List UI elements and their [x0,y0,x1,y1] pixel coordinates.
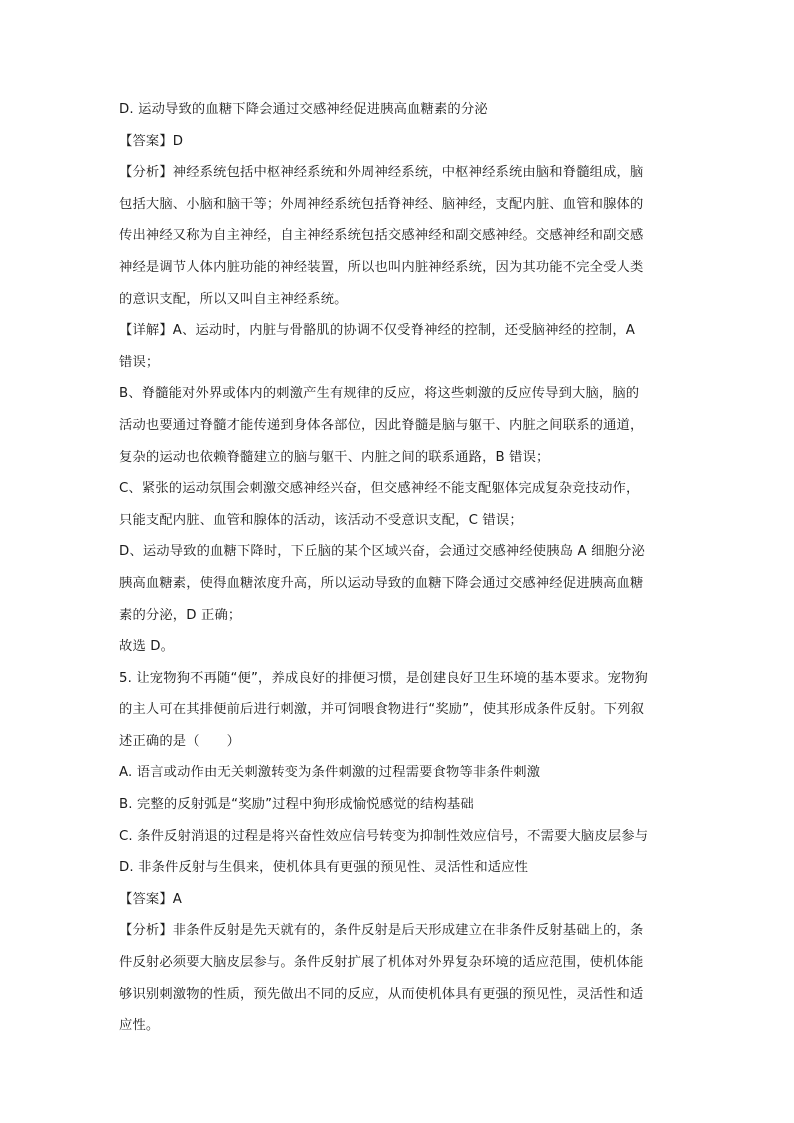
q5-option-c: C. 条件反射消退的过程是将兴奋性效应信号转变为抑制性效应信号，不需要大脑皮层参与 [119,828,649,844]
q4-detail-d-line: 素的分泌，D 正确； [119,607,242,623]
q4-detail-d [119,542,679,637]
q4-detail-b-line: 活动也要通过脊髓才能传递到身体各部位，因此脊髓是脑与躯干、内脏之间联系的通道， [119,417,644,433]
q4-analysis-line: 的意识支配，所以又叫自主神经系统。 [119,291,348,307]
q4-detail-a-line: 错误； [119,354,160,370]
q5-option-d: D. 非条件反射与生俱来，使机体具有更强的预见性、灵活性和适应性 [119,860,529,876]
q4-detail-c-line: 只能支配内脏、血管和腺体的活动，该活动不受意识支配，C 错误； [119,512,523,528]
q4-answer: 【答案】D [119,133,184,149]
q4-analysis-line: 传出神经又称为自主神经，自主神经系统包括交感神经和副交感神经。交感神经和副交感 [119,228,644,244]
q4-detail-c-line: C、紧张的运动氛围会刺激交感神经兴奋，但交感神经不能支配躯体完成复杂竞技动作， [119,481,640,497]
q4-analysis-line: 神经是调节人体内脏功能的神经装置，所以也叫内脏神经系统，因为其功能不完全受人类 [119,259,644,275]
q5-stem-line: 的主人可在其排便前后进行刺激，并可饲喂食物进行“奖励”，使其形成条件反射。下列叙 [119,702,645,718]
q4-detail-a-line: 【详解】A、运动时，内脏与骨骼肌的协调不仅受脊神经的控制，还受脑神经的控制，A [119,323,636,339]
q4-conclusion: 故选 D。 [119,639,175,655]
q4-detail-c [119,479,679,542]
q4-analysis-line: 【分析】神经系统包括中枢神经系统和外周神经系统，中枢神经系统由脑和脊髓组成，脑 [119,165,644,181]
q5-stem [119,669,679,764]
q5-analysis-line: 【分析】非条件反射是先天就有的，条件反射是后天形成建立在非条件反射基础上的，条 [119,923,644,939]
q5-analysis [119,921,679,1036]
q4-option-d: D. 运动导致的血糖下降会通过交感神经促进胰高血糖素的分泌 [119,102,488,117]
q4-detail-d-line: 胰高血糖素，使得血糖浓度升高，所以运动导致的血糖下降会通过交感神经促进胰高血糖 [119,575,644,591]
q5-option-b: B. 完整的反射弧是“奖励”过程中狗形成愉悦感觉的结构基础 [119,797,474,813]
q5-stem-line: 5. 让宠物狗不再随“便”，养成良好的排便习惯，是创建良好卫生环境的基本要求。宠物狗 [119,670,648,686]
q5-analysis-line: 够识别刺激物的性质，预先做出不同的反应，从而使机体具有更强的预见性，灵活性和适 [119,986,644,1002]
q5-option-a: A. 语言或动作由无关刺激转变为条件刺激的过程需要食物等非条件刺激 [119,765,541,781]
q5-analysis-line: 件反射必须要大脑皮层参与。条件反射扩展了机体对外界复杂环境的适应范围，使机体能 [119,955,644,971]
q4-detail-a [119,321,679,384]
q4-detail-b [119,384,679,479]
q4-detail-d-line: D、运动导致的血糖下降时，下丘脑的某个区域兴奋，会通过交感神经使胰岛 A 细胞分泌 [119,544,645,560]
q4-detail-b-line: 复杂的运动也依赖脊髓建立的脑与躯干、内脏之间的联系通路，B 错误； [119,449,550,465]
q5-answer: 【答案】A [119,891,183,907]
q4-analysis-line: 包括大脑、小脑和脑干等；外周神经系统包括脊神经、脑神经，支配内脏、血管和腺体的 [119,196,644,212]
q5-stem-line: 述正确的是（ ） [119,733,241,749]
q4-detail-b-line: B、脊髓能对外界或体内的刺激产生有规律的反应，将这些刺激的反应传导到大脑，脑的 [119,386,640,402]
document-page [119,100,679,1036]
q5-analysis-line: 应性。 [119,1018,160,1034]
q4-analysis [119,163,679,321]
